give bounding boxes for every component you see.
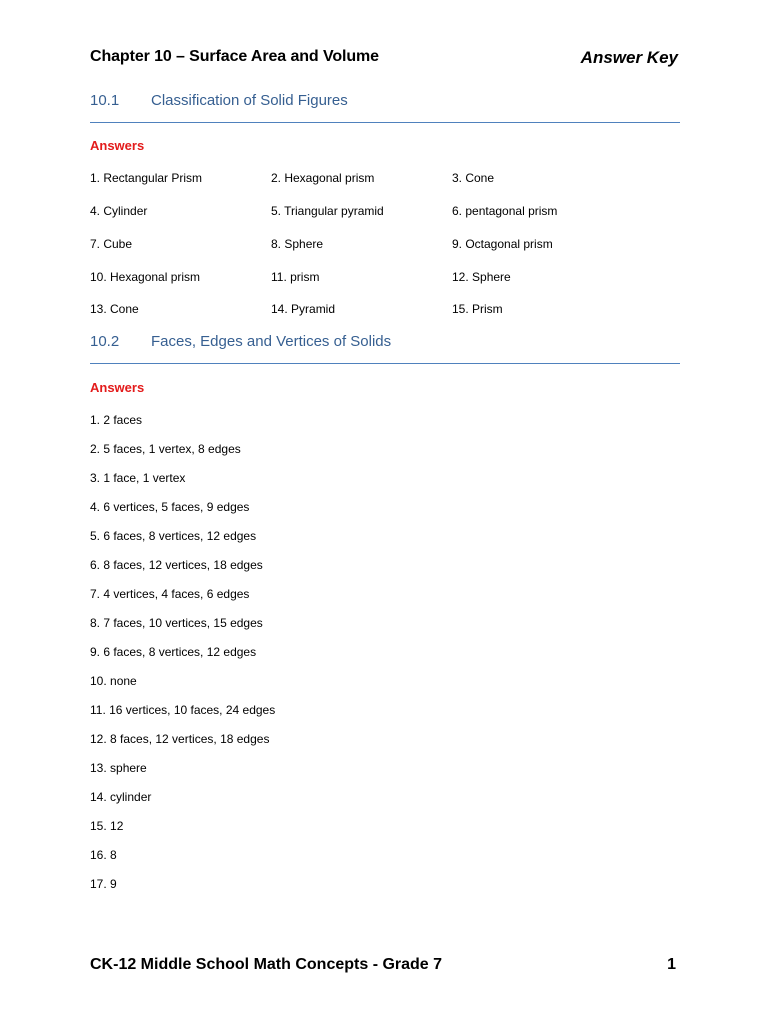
answer-item: 5. 6 faces, 8 vertices, 12 edges [90,529,257,543]
answer-item: 12. 8 faces, 12 vertices, 18 edges [90,732,270,746]
answer-item: 3. 1 face, 1 vertex [90,471,186,485]
answer-item: 14. cylinder [90,790,152,804]
answer-item: 9. Octagonal prism [452,237,553,251]
section-heading-10-2 [90,333,680,364]
page-footer [90,956,678,980]
answer-item: 10. none [90,674,137,688]
answer-item: 5. Triangular pyramid [271,204,384,218]
answer-item: 8. 7 faces, 10 vertices, 15 edges [90,616,263,630]
answer-item: 8. Sphere [271,237,324,251]
answer-item: 7. Cube [90,237,133,251]
section-number: 10.1 [90,92,120,109]
section-title: Faces, Edges and Vertices of Solids [151,333,392,350]
answer-item: 3. Cone [452,171,495,185]
chapter-title: Chapter 10 – Surface Area and Volume [90,48,379,65]
section-number: 10.2 [90,333,120,350]
answer-item: 16. 8 [90,848,117,862]
answer-item: 1. 2 faces [90,413,143,427]
answer-item: 11. prism [271,270,320,284]
answer-item: 2. 5 faces, 1 vertex, 8 edges [90,442,241,456]
answer-item: 11. 16 vertices, 10 faces, 24 edges [90,703,276,717]
answer-item: 15. 12 [90,819,124,833]
answer-item: 12. Sphere [452,270,511,284]
book-title: CK-12 Middle School Math Concepts - Grade 7 [90,956,443,973]
answer-item: 9. 6 faces, 8 vertices, 12 edges [90,645,257,659]
answer-item: 13. Cone [90,302,139,316]
answer-item: 2. Hexagonal prism [271,171,375,185]
page-header [90,48,678,72]
answer-item: 13. sphere [90,761,147,775]
section-heading-10-1 [90,92,680,123]
answer-item: 17. 9 [90,877,117,891]
answer-key-label: Answer Key [580,48,678,67]
answer-item: 15. Prism [452,302,503,316]
answer-item: 6. pentagonal prism [452,204,558,218]
answer-item: 10. Hexagonal prism [90,270,201,284]
answers-label: Answers [90,138,145,153]
answers-label: Answers [90,380,145,395]
answer-item: 4. Cylinder [90,204,148,218]
answer-item: 7. 4 vertices, 4 faces, 6 edges [90,587,250,601]
answer-item: 4. 6 vertices, 5 faces, 9 edges [90,500,250,514]
section-title: Classification of Solid Figures [151,92,348,109]
answer-item: 6. 8 faces, 12 vertices, 18 edges [90,558,263,572]
page-number: 1 [667,956,676,973]
answer-item: 1. Rectangular Prism [90,171,203,185]
answer-item: 14. Pyramid [271,302,336,316]
